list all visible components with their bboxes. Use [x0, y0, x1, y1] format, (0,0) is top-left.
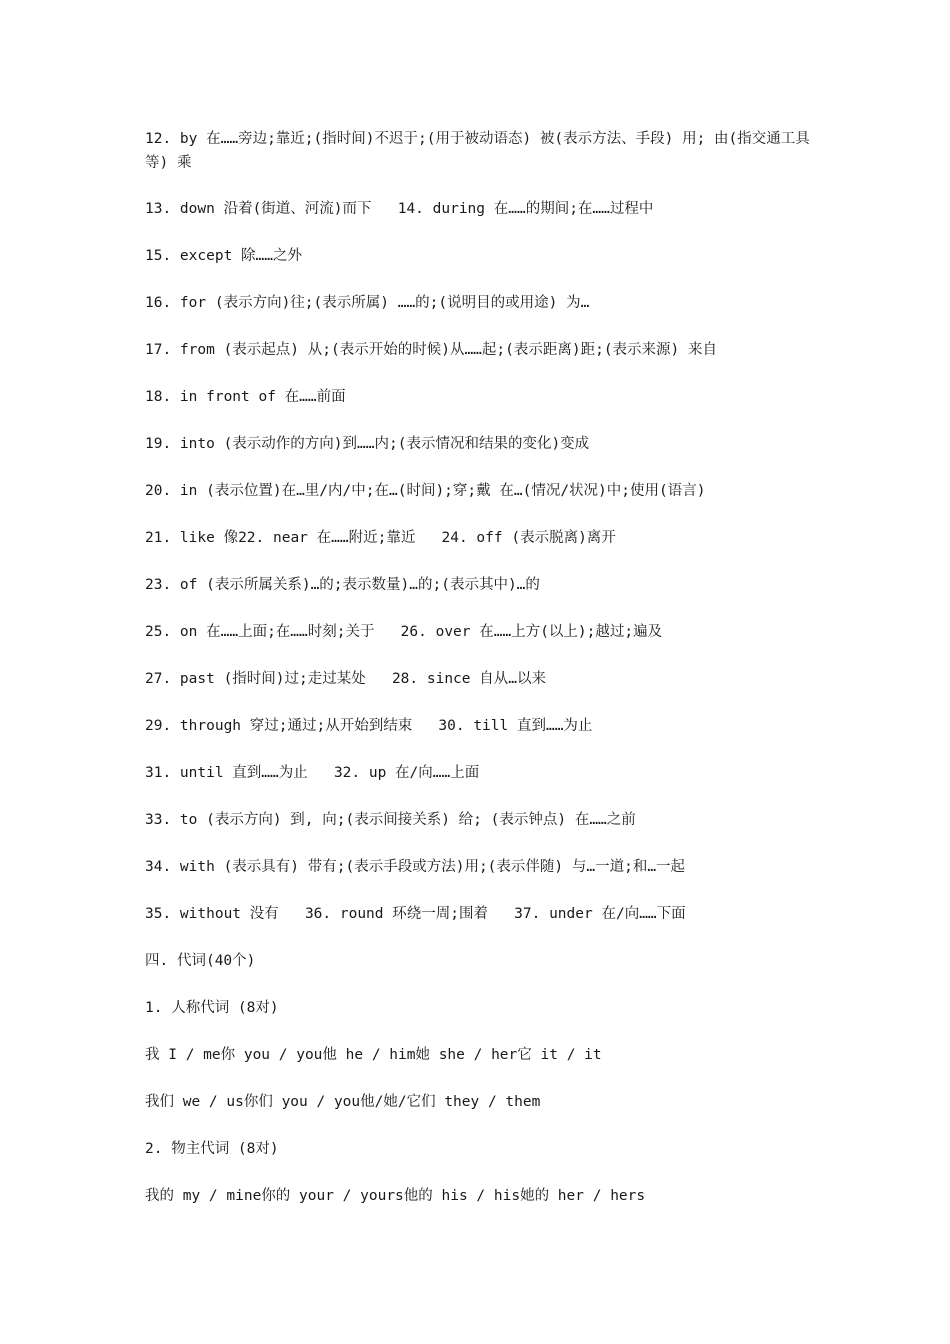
subheading-possessive-pronouns: 2. 物主代词 (8对) — [145, 1141, 279, 1157]
text-line-13-down: 13. down 沿着(街道、河流)而下 14. during 在……的期间;在……过程中 — [145, 201, 654, 217]
text-line-plural-pronouns: 我们 we / us你们 you / you他/她/它们 they / them — [145, 1094, 541, 1110]
text-line-27-past: 27. past (指时间)过;走过某处 28. since 自从…以来 — [145, 671, 546, 687]
text-line-12-by: 12. by 在……旁边;靠近;(指时间)不迟于;(用于被动语态) 被(表示方法、手段) 用; 由(指交通工具等) 乘 — [145, 131, 810, 171]
text-line-16-for: 16. for (表示方向)往;(表示所属) ……的;(说明目的或用途) 为… — [145, 295, 590, 311]
text-line-33-to: 33. to (表示方向) 到, 向;(表示间接关系) 给; (表示钟点) 在……之前 — [145, 812, 636, 828]
text-line-15-except: 15. except 除……之外 — [145, 248, 302, 264]
text-line-singular-pronouns: 我 I / me你 you / you他 he / him她 she / her它 it / it — [145, 1047, 602, 1063]
text-line-20-in: 20. in (表示位置)在…里/内/中;在…(时间);穿;戴 在…(情况/状况)中;使用(语言) — [145, 483, 706, 499]
text-line-31-until: 31. until 直到……为止 32. up 在/向……上面 — [145, 765, 480, 781]
text-line-17-from: 17. from (表示起点) 从;(表示开始的时候)从……起;(表示距离)距;(表示来源) 来自 — [145, 342, 718, 358]
text-line-18-in-front-of: 18. in front of 在……前面 — [145, 389, 346, 405]
text-line-29-through: 29. through 穿过;通过;从开始到结束 30. till 直到……为止 — [145, 718, 593, 734]
text-line-possessive-pronouns: 我的 my / mine你的 your / yours他的 his / his她的 her / hers — [145, 1188, 646, 1204]
text-line-34-with: 34. with (表示具有) 带有;(表示手段或方法)用;(表示伴随) 与…一道;和…一起 — [145, 859, 686, 875]
subheading-personal-pronouns: 1. 人称代词 (8对) — [145, 1000, 279, 1016]
document-body — [145, 127, 810, 1232]
text-line-19-into: 19. into (表示动作的方向)到……内;(表示情况和结果的变化)变成 — [145, 436, 590, 452]
section-heading-pronouns: 四. 代词(40个) — [145, 953, 256, 969]
text-line-21-like: 21. like 像22. near 在……附近;靠近 24. off (表示脱离)离开 — [145, 530, 616, 546]
text-line-25-on: 25. on 在……上面;在……时刻;关于 26. over 在……上方(以上);越过;遍及 — [145, 624, 663, 640]
text-line-35-without: 35. without 没有 36. round 环绕一周;围着 37. under 在/向……下面 — [145, 906, 686, 922]
text-line-23-of: 23. of (表示所属关系)…的;表示数量)…的;(表示其中)…的 — [145, 577, 540, 593]
